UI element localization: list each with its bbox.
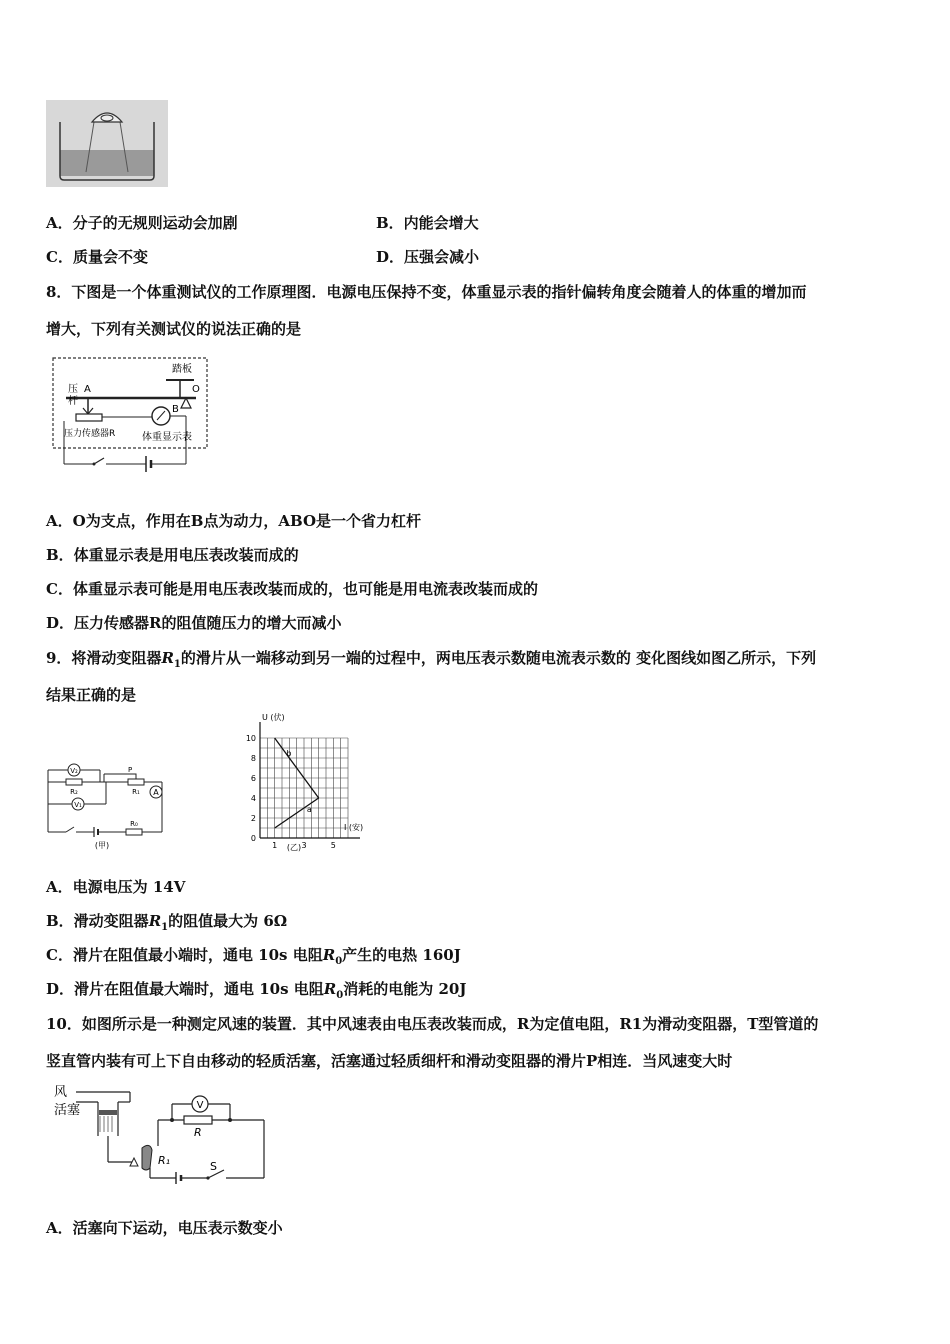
q8-meter-label: 体重显示表 [142, 432, 192, 443]
q8-sensor-label: 压力传感器R [64, 429, 116, 439]
q8-pedal-label: 踏板 [172, 364, 192, 375]
q9-r2-label: R₂ [70, 788, 78, 796]
q9-p-label: P [128, 766, 133, 774]
q9-graph-grid [260, 738, 348, 838]
q9-option-c: C．滑片在阻值最小端时，通电 10s 电阻$R_0$产生的电热 160J [46, 946, 461, 967]
q9-option-d: D．滑片在阻值最大端时，通电 10s 电阻$R_0$消耗的电能为 20J [46, 980, 467, 1001]
q7-option-a: A．分子的无规则运动会加剧 [46, 214, 238, 232]
q9-circuit-caption: (甲) [94, 841, 110, 850]
q8-stem-line1: 8．下图是一个体重测试仪的工作原理图．电源电压保持不变，体重显示表的指针偏转角度会随着人的体重的增加而 [46, 283, 807, 301]
q9-ammeter-label: A [153, 788, 159, 797]
q7-option-c: C．质量会不变 [46, 248, 148, 266]
q8-point-a: A [84, 384, 91, 395]
q10-option-a: A．活塞向下运动，电压表示数变小 [46, 1219, 283, 1237]
q10-r-label: R [194, 1126, 202, 1139]
q10-stem-line1: 10．如图所示是一种测定风速的装置．其中风速表由电压表改装而成，R为定值电阻，R1为滑动变阻器，T型管道的 [46, 1015, 819, 1033]
q9-graph-ylabel: U (伏) [262, 713, 285, 722]
q9-ytick-label: 6 [250, 774, 256, 783]
q10-voltmeter-label: V [196, 1100, 204, 1111]
q8-point-b: B [172, 404, 179, 415]
q9-r0-label: R₀ [130, 820, 138, 828]
q8-option-d: D．压力传感器R的阻值随压力的增大而减小 [46, 614, 342, 632]
q9-graph-caption: (乙) [286, 843, 302, 852]
q9-option-b: B．滑动变阻器$R_1$的阻值最大为 6Ω [46, 912, 288, 933]
q10-wind-speed-figure [46, 1080, 278, 1186]
q9-line-a-label: a [306, 805, 312, 814]
q9-ytick-label: 0 [250, 834, 256, 843]
q10-piston-label: 活塞 [54, 1103, 81, 1118]
q9-v2-label: V₂ [70, 767, 78, 775]
q10-r1-label: R₁ [158, 1154, 171, 1167]
q9-xtick-label: 3 [301, 841, 307, 850]
q9-stem-line1: 9．将滑动变阻器$R_1$的滑片从一端移动到另一端的过程中，两电压表示数随电流表示数的 变化图线如图乙所示，下列 [46, 649, 817, 670]
q8-option-b: B．体重显示表是用电压表改装而成的 [46, 546, 299, 564]
q8-lever-label1: 压 [68, 384, 78, 395]
q9-ytick-label: 10 [245, 734, 256, 743]
q7-option-b: B．内能会增大 [376, 214, 479, 232]
q9-line-b-label: b [286, 749, 292, 758]
q9-xtick-label: 5 [330, 841, 336, 850]
q7-beaker-figure [46, 100, 168, 187]
q10-stem-line2: 竖直管内装有可上下自由移动的轻质活塞，活塞通过轻质细杆和滑动变阻器的滑片P相连．当风速变大时 [46, 1052, 733, 1070]
q9-stem-line2: 结果正确的是 [46, 686, 137, 704]
q9-option-a: A．电源电压为 14V [46, 878, 186, 896]
q9-ytick-label: 8 [250, 754, 256, 763]
q9-ytick-label: 2 [250, 814, 256, 823]
q9-stem-r1: R [161, 649, 174, 667]
q9-v1-label: V₁ [74, 801, 82, 809]
q8-stem-line2: 增大，下列有关测试仪的说法正确的是 [46, 320, 302, 338]
q8-option-c: C．体重显示表可能是用电压表改装而成的，也可能是用电流表改装而成的 [46, 580, 538, 598]
q8-weight-scale-figure [46, 352, 212, 480]
q9-r1-label: R₁ [132, 788, 140, 796]
q9-circuit-figure [44, 756, 168, 852]
q9-graph-xlabel: I (安) [344, 823, 364, 832]
q9-xtick-label: 1 [272, 841, 278, 850]
q8-option-a: A．O为支点，作用在B点为动力，ABO是一个省力杠杆 [46, 512, 422, 530]
q7-option-d: D．压强会减小 [376, 248, 480, 266]
q9-graph-figure [236, 712, 368, 854]
q10-switch-label: S [210, 1160, 217, 1173]
q9-ytick-label: 4 [250, 794, 256, 803]
q8-point-o: O [192, 384, 200, 395]
q10-wind-label: 风 [54, 1085, 68, 1100]
q8-lever-label2: 杆 [68, 396, 78, 407]
